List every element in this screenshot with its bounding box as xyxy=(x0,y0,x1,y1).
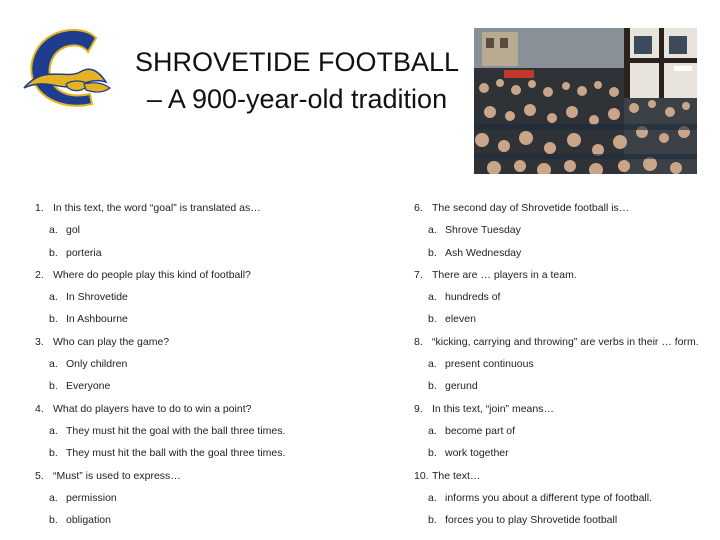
answer-option xyxy=(414,487,720,509)
option-letter: a. xyxy=(428,424,437,437)
option-letter: a. xyxy=(49,291,58,304)
question-number: 1. xyxy=(35,202,44,214)
answer-option xyxy=(414,509,720,531)
option-letter: b. xyxy=(49,313,58,326)
school-logo xyxy=(18,22,122,114)
question-number: 7. xyxy=(414,268,423,281)
option-text: porteria xyxy=(66,246,102,259)
option-letter: b. xyxy=(428,447,437,460)
option-text: In Ashbourne xyxy=(66,313,128,326)
option-letter: b. xyxy=(49,514,58,527)
question-row xyxy=(414,331,720,353)
option-text: In Shrovetide xyxy=(66,291,128,304)
option-letter: a. xyxy=(428,491,437,504)
question-text: The second day of Shrovetide football is… xyxy=(432,202,630,214)
question-number: 2. xyxy=(35,268,44,281)
option-text: become part of xyxy=(445,424,516,437)
question-number: 4. xyxy=(35,402,44,415)
question-text: “Must” is used to express… xyxy=(53,469,181,482)
option-letter: a. xyxy=(428,224,437,237)
answer-option xyxy=(414,420,720,442)
answer-option xyxy=(414,242,720,264)
title-line-2: – A 900-year-old tradition xyxy=(146,84,448,114)
answer-option xyxy=(35,442,375,464)
question-row xyxy=(414,398,720,420)
option-text: hundreds of xyxy=(445,291,501,304)
questions-left xyxy=(35,197,375,531)
option-text: obligation xyxy=(66,514,111,527)
option-text: informs you about a different type of football. xyxy=(445,491,653,504)
crowd-photo xyxy=(474,28,697,174)
question-row xyxy=(414,197,720,219)
question-row xyxy=(35,197,375,219)
option-letter: b. xyxy=(428,313,437,326)
question-text: In this text, “join” means… xyxy=(432,402,554,415)
answer-option xyxy=(35,219,375,241)
question-row xyxy=(414,465,720,487)
option-text: gerund xyxy=(445,380,478,393)
option-text: permission xyxy=(66,491,117,504)
title-line-1: SHROVETIDE FOOTBALL xyxy=(134,47,460,77)
question-text: In this text, the word “goal” is translated as… xyxy=(53,202,261,214)
question-row xyxy=(35,264,375,286)
option-text: present continuous xyxy=(445,358,534,371)
question-number: 3. xyxy=(35,335,44,348)
question-text: Who can play the game? xyxy=(53,335,170,348)
question-row xyxy=(35,331,375,353)
option-letter: b. xyxy=(49,447,58,460)
questions-right xyxy=(414,197,720,531)
slide-title xyxy=(122,44,472,118)
answer-option xyxy=(35,353,375,375)
question-number: 9. xyxy=(414,402,423,415)
option-letter: a. xyxy=(428,291,437,304)
option-letter: b. xyxy=(428,380,437,393)
option-text: work together xyxy=(445,447,509,460)
option-text: gol xyxy=(66,224,81,237)
answer-option xyxy=(35,242,375,264)
answer-option xyxy=(414,353,720,375)
question-text: There are … players in a team. xyxy=(432,268,577,281)
option-letter: a. xyxy=(428,358,437,371)
answer-option xyxy=(414,219,720,241)
question-number: 10. xyxy=(414,469,429,482)
option-letter: a. xyxy=(49,491,58,504)
option-letter: a. xyxy=(49,224,58,237)
question-text: What do players have to do to win a point? xyxy=(53,402,252,415)
answer-option xyxy=(414,286,720,308)
option-text: Everyone xyxy=(66,380,111,393)
option-letter: a. xyxy=(49,424,58,437)
question-number: 6. xyxy=(414,202,423,214)
answer-option xyxy=(35,487,375,509)
option-letter: b. xyxy=(428,246,437,259)
answer-option xyxy=(35,308,375,330)
question-number: 8. xyxy=(414,335,423,348)
question-number: 5. xyxy=(35,469,44,482)
answer-option xyxy=(35,375,375,397)
answer-option xyxy=(414,308,720,330)
answer-option xyxy=(414,442,720,464)
answer-option xyxy=(414,375,720,397)
option-text: They must hit the ball with the goal three times. xyxy=(66,447,286,460)
option-text: Shrove Tuesday xyxy=(445,224,521,237)
option-letter: b. xyxy=(49,246,58,259)
question-row xyxy=(35,465,375,487)
question-text: The text… xyxy=(432,469,481,482)
option-text: Ash Wednesday xyxy=(445,246,522,259)
question-text: “kicking, carrying and throwing” are verbs in their … form. xyxy=(432,335,699,348)
option-text: Only children xyxy=(66,358,128,371)
option-text: forces you to play Shrovetide football xyxy=(445,514,618,527)
option-letter: a. xyxy=(49,358,58,371)
answer-option xyxy=(35,286,375,308)
option-letter: b. xyxy=(49,380,58,393)
option-text: They must hit the goal with the ball three times. xyxy=(66,424,286,437)
answer-option xyxy=(35,420,375,442)
option-text: eleven xyxy=(445,313,476,326)
question-text: Where do people play this kind of football? xyxy=(53,268,251,281)
option-letter: b. xyxy=(428,514,437,527)
question-row xyxy=(35,398,375,420)
question-row xyxy=(414,264,720,286)
answer-option xyxy=(35,509,375,531)
